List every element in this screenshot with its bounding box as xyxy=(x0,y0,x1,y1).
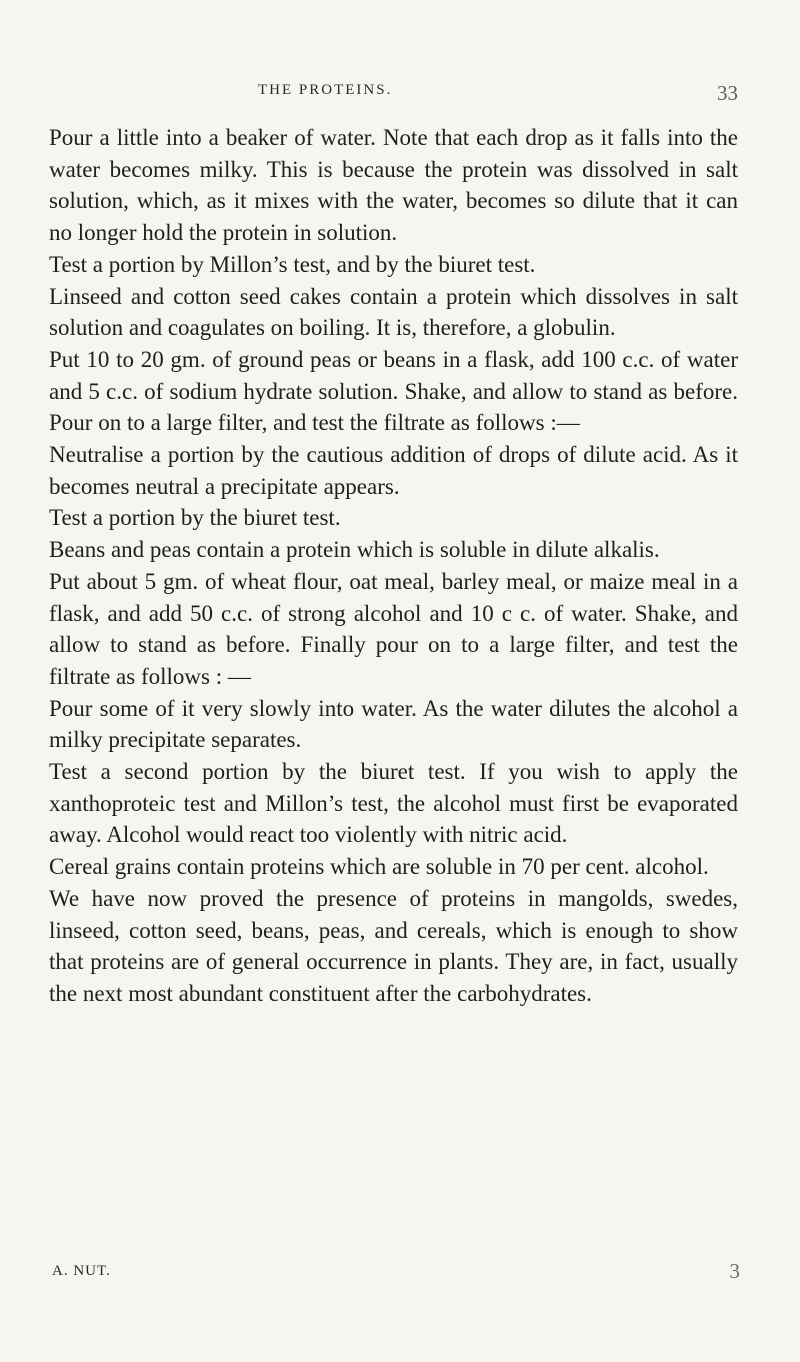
paragraph: Test a second portion by the biuret test. If you wish to apply the xanthoproteic test and Millon’s test, the alcohol must first be evaporated away. Alcohol would react too violently with nitric acid. xyxy=(49,759,738,848)
paragraph: Put 10 to 20 gm. of ground peas or beans in a flask, add 100 c.c. of water and 5 c.c. of sodium hydrate solution. Shake, and allow to stand as before. Pour on to a large filter, and test the filtrate as follows :— xyxy=(49,346,738,436)
paragraph: Pour some of it very slowly into water. As the water dilutes the alcohol a milky precipitate separates. xyxy=(49,695,738,753)
paragraph: Put about 5 gm. of wheat flour, oat meal, barley meal, or maize meal in a flask, and add 50 c.c. of strong alcohol and 10 c c. of water. Shake, and allow to stand as before. Finally pour on to a large filter, and test the filtrate as follows : — xyxy=(49,568,738,689)
paragraph: Linseed and cotton seed cakes contain a protein which dissolves in salt solution and coagulates on boiling. It is, therefore, a globulin. xyxy=(49,283,738,341)
paragraph: We have now proved the presence of proteins in mangolds, swedes, linseed, cotton seed, beans, peas, and cereals, which is enough to show that proteins are of general occurrence in plants. They are, in fact, usually the next most abundant constituent after the carbohydrates. xyxy=(49,885,738,1006)
paragraph: Test a portion by Millon’s test, and by the biuret test. xyxy=(49,251,536,277)
page-number: 33 xyxy=(717,81,738,105)
signature-number: 3 xyxy=(729,1259,740,1283)
running-head xyxy=(0,82,800,114)
paragraph: Test a portion by the biuret test. xyxy=(49,505,341,531)
running-title: THE PROTEINS. xyxy=(258,82,393,98)
paragraph: Cereal grains contain proteins which are soluble in 70 per cent. alcohol. xyxy=(49,854,709,880)
body-text xyxy=(49,122,738,1010)
paragraph: Beans and peas contain a protein which is soluble in dilute alkalis. xyxy=(49,537,660,563)
paragraph: Neutralise a portion by the cautious addition of drops of dilute acid. As it becomes neutral a precipitate appears. xyxy=(49,442,738,499)
signature-mark-text: A. NUT. xyxy=(52,1263,111,1279)
page-footer xyxy=(52,1259,740,1293)
paragraph: Pour a little into a beaker of water. Note that each drop as it falls into the water becomes milky. This is because the protein was dissolved in salt solution, which, as it mixes with the water, becomes so dilute that it can no longer hold the protein in solution. xyxy=(49,125,738,246)
